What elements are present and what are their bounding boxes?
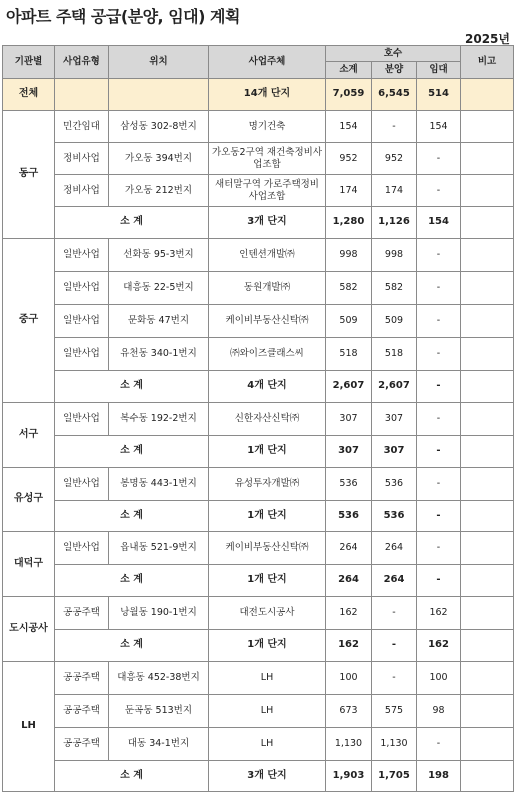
subtotal-row bbox=[3, 501, 514, 532]
rent-cell: 98 bbox=[417, 695, 461, 728]
subtotal-row bbox=[3, 436, 514, 468]
subtotal-sale: 2,607 bbox=[372, 371, 417, 403]
rent-cell: - bbox=[417, 403, 461, 436]
header-type: 사업유형 bbox=[55, 46, 109, 79]
subtotal-row bbox=[3, 630, 514, 662]
subtotal-cell: 100 bbox=[326, 662, 372, 695]
note-cell bbox=[461, 728, 514, 761]
subtotal-sum: 264 bbox=[326, 565, 372, 597]
sale-cell: - bbox=[372, 111, 417, 143]
total-blank bbox=[55, 79, 109, 111]
subtotal-row bbox=[3, 565, 514, 597]
table-row bbox=[3, 239, 514, 272]
sale-cell: - bbox=[372, 662, 417, 695]
note-cell bbox=[461, 111, 514, 143]
type-cell: 정비사업 bbox=[55, 175, 109, 207]
subtotal-cell: 582 bbox=[326, 272, 372, 305]
sale-cell: 518 bbox=[372, 338, 417, 371]
org-cell: 서구 bbox=[3, 403, 55, 468]
subtotal-cell: 536 bbox=[326, 468, 372, 501]
location-cell: 읍내동 521-9번지 bbox=[109, 532, 209, 565]
total-sale: 6,545 bbox=[372, 79, 417, 111]
org-cell: 도시공사 bbox=[3, 597, 55, 662]
note-cell bbox=[461, 272, 514, 305]
note-cell bbox=[461, 597, 514, 630]
subtotal-sum: 1,903 bbox=[326, 761, 372, 792]
subtotal-count: 1개 단지 bbox=[209, 436, 326, 468]
header-operator: 사업주체 bbox=[209, 46, 326, 79]
table-row bbox=[3, 662, 514, 695]
location-cell: 삼성동 302-8번지 bbox=[109, 111, 209, 143]
operator-cell: 새터말구역 가로주택정비사업조합 bbox=[209, 175, 326, 207]
subtotal-row bbox=[3, 371, 514, 403]
subtotal-cell: 518 bbox=[326, 338, 372, 371]
location-cell: 대동 34-1번지 bbox=[109, 728, 209, 761]
subtotal-sum: 1,280 bbox=[326, 207, 372, 239]
location-cell: 문화동 47번지 bbox=[109, 305, 209, 338]
type-cell: 공공주택 bbox=[55, 662, 109, 695]
operator-cell: LH bbox=[209, 662, 326, 695]
operator-cell: 동원개발㈜ bbox=[209, 272, 326, 305]
operator-cell: 케이비부동산신탁㈜ bbox=[209, 532, 326, 565]
location-cell: 유천동 340-1번지 bbox=[109, 338, 209, 371]
org-cell: 동구 bbox=[3, 111, 55, 239]
type-cell: 공공주택 bbox=[55, 728, 109, 761]
housing-supply-table bbox=[2, 45, 514, 792]
note-cell bbox=[461, 239, 514, 272]
sale-cell: 1,130 bbox=[372, 728, 417, 761]
total-label: 전체 bbox=[3, 79, 55, 111]
sale-cell: - bbox=[372, 597, 417, 630]
subtotal-count: 4개 단지 bbox=[209, 371, 326, 403]
type-cell: 일반사업 bbox=[55, 239, 109, 272]
subtotal-count: 1개 단지 bbox=[209, 501, 326, 532]
subtotal-note bbox=[461, 371, 514, 403]
note-cell bbox=[461, 143, 514, 175]
subtotal-cell: 1,130 bbox=[326, 728, 372, 761]
subtotal-count: 1개 단지 bbox=[209, 565, 326, 597]
subtotal-rent: - bbox=[417, 436, 461, 468]
location-cell: 복수동 192-2번지 bbox=[109, 403, 209, 436]
subtotal-sum: 2,607 bbox=[326, 371, 372, 403]
total-blank bbox=[109, 79, 209, 111]
header-sale: 분양 bbox=[372, 62, 417, 79]
subtotal-rent: 198 bbox=[417, 761, 461, 792]
total-subtotal: 7,059 bbox=[326, 79, 372, 111]
sale-cell: 952 bbox=[372, 143, 417, 175]
sale-cell: 998 bbox=[372, 239, 417, 272]
subtotal-rent: 162 bbox=[417, 630, 461, 662]
table-row bbox=[3, 111, 514, 143]
subtotal-sale: 1,126 bbox=[372, 207, 417, 239]
header-subtotal: 소계 bbox=[326, 62, 372, 79]
subtotal-label: 소 계 bbox=[55, 761, 209, 792]
sale-cell: 174 bbox=[372, 175, 417, 207]
operator-cell: 케이비부동산신탁㈜ bbox=[209, 305, 326, 338]
year-label: 2025년 bbox=[465, 32, 510, 46]
subtotal-cell: 154 bbox=[326, 111, 372, 143]
rent-cell: - bbox=[417, 532, 461, 565]
subtotal-sale: - bbox=[372, 630, 417, 662]
rent-cell: - bbox=[417, 143, 461, 175]
header-note: 비고 bbox=[461, 46, 514, 79]
operator-cell: 유성투자개발㈜ bbox=[209, 468, 326, 501]
org-cell: 대덕구 bbox=[3, 532, 55, 597]
total-row bbox=[3, 79, 514, 111]
operator-cell: 인텐션개발㈜ bbox=[209, 239, 326, 272]
subtotal-sale: 1,705 bbox=[372, 761, 417, 792]
table-row bbox=[3, 305, 514, 338]
subtotal-cell: 509 bbox=[326, 305, 372, 338]
total-count: 14개 단지 bbox=[209, 79, 326, 111]
operator-cell: ㈜와이즈클래스씨 bbox=[209, 338, 326, 371]
location-cell: 낭월동 190-1번지 bbox=[109, 597, 209, 630]
subtotal-note bbox=[461, 501, 514, 532]
rent-cell: - bbox=[417, 728, 461, 761]
subtotal-rent: - bbox=[417, 565, 461, 597]
operator-cell: 신한자산신탁㈜ bbox=[209, 403, 326, 436]
org-cell: LH bbox=[3, 662, 55, 792]
subtotal-count: 3개 단지 bbox=[209, 207, 326, 239]
table-row bbox=[3, 468, 514, 501]
header-org: 기관별 bbox=[3, 46, 55, 79]
type-cell: 공공주택 bbox=[55, 597, 109, 630]
type-cell: 일반사업 bbox=[55, 468, 109, 501]
note-cell bbox=[461, 338, 514, 371]
table-row bbox=[3, 403, 514, 436]
table-row bbox=[3, 597, 514, 630]
subtotal-label: 소 계 bbox=[55, 565, 209, 597]
subtotal-cell: 998 bbox=[326, 239, 372, 272]
type-cell: 일반사업 bbox=[55, 532, 109, 565]
operator-cell: 가오동2구역 재건축정비사업조합 bbox=[209, 143, 326, 175]
subtotal-count: 1개 단지 bbox=[209, 630, 326, 662]
subtotal-cell: 162 bbox=[326, 597, 372, 630]
location-cell: 대흥동 452-38번지 bbox=[109, 662, 209, 695]
subtotal-cell: 307 bbox=[326, 403, 372, 436]
operator-cell: LH bbox=[209, 695, 326, 728]
rent-cell: 154 bbox=[417, 111, 461, 143]
subtotal-note bbox=[461, 565, 514, 597]
note-cell bbox=[461, 695, 514, 728]
header-location: 위치 bbox=[109, 46, 209, 79]
subtotal-label: 소 계 bbox=[55, 436, 209, 468]
sale-cell: 536 bbox=[372, 468, 417, 501]
header-rent: 임대 bbox=[417, 62, 461, 79]
operator-cell: 대전도시공사 bbox=[209, 597, 326, 630]
sale-cell: 575 bbox=[372, 695, 417, 728]
subtotal-rent: - bbox=[417, 501, 461, 532]
subtotal-rent: 154 bbox=[417, 207, 461, 239]
total-rent: 514 bbox=[417, 79, 461, 111]
subtotal-note bbox=[461, 207, 514, 239]
rent-cell: - bbox=[417, 338, 461, 371]
operator-cell: LH bbox=[209, 728, 326, 761]
page-title: 아파트 주택 공급(분양, 임대) 계획 bbox=[6, 7, 240, 26]
subtotal-note bbox=[461, 761, 514, 792]
location-cell: 둔곡동 513번지 bbox=[109, 695, 209, 728]
sale-cell: 307 bbox=[372, 403, 417, 436]
sale-cell: 264 bbox=[372, 532, 417, 565]
subtotal-sale: 264 bbox=[372, 565, 417, 597]
rent-cell: 100 bbox=[417, 662, 461, 695]
table-body bbox=[3, 79, 514, 792]
subtotal-rent: - bbox=[417, 371, 461, 403]
table-row bbox=[3, 143, 514, 175]
subtotal-cell: 673 bbox=[326, 695, 372, 728]
subtotal-row bbox=[3, 761, 514, 792]
sale-cell: 509 bbox=[372, 305, 417, 338]
subtotal-cell: 264 bbox=[326, 532, 372, 565]
location-cell: 대흥동 22-5번지 bbox=[109, 272, 209, 305]
note-cell bbox=[461, 403, 514, 436]
subtotal-label: 소 계 bbox=[55, 371, 209, 403]
subtotal-label: 소 계 bbox=[55, 501, 209, 532]
table-row bbox=[3, 338, 514, 371]
note-cell bbox=[461, 468, 514, 501]
subtotal-label: 소 계 bbox=[55, 630, 209, 662]
subtotal-sum: 162 bbox=[326, 630, 372, 662]
operator-cell: 명기건축 bbox=[209, 111, 326, 143]
location-cell: 가오동 212번지 bbox=[109, 175, 209, 207]
subtotal-row bbox=[3, 207, 514, 239]
subtotal-cell: 174 bbox=[326, 175, 372, 207]
rent-cell: - bbox=[417, 272, 461, 305]
header-units: 호수 bbox=[326, 46, 461, 62]
rent-cell: 162 bbox=[417, 597, 461, 630]
rent-cell: - bbox=[417, 239, 461, 272]
subtotal-sale: 307 bbox=[372, 436, 417, 468]
table-row bbox=[3, 272, 514, 305]
table-row bbox=[3, 532, 514, 565]
type-cell: 공공주택 bbox=[55, 695, 109, 728]
table-row bbox=[3, 175, 514, 207]
rent-cell: - bbox=[417, 468, 461, 501]
subtotal-sum: 307 bbox=[326, 436, 372, 468]
subtotal-sum: 536 bbox=[326, 501, 372, 532]
subtotal-sale: 536 bbox=[372, 501, 417, 532]
total-note bbox=[461, 79, 514, 111]
type-cell: 일반사업 bbox=[55, 403, 109, 436]
type-cell: 일반사업 bbox=[55, 305, 109, 338]
note-cell bbox=[461, 305, 514, 338]
type-cell: 일반사업 bbox=[55, 272, 109, 305]
subtotal-note bbox=[461, 436, 514, 468]
org-cell: 유성구 bbox=[3, 468, 55, 532]
rent-cell: - bbox=[417, 305, 461, 338]
rent-cell: - bbox=[417, 175, 461, 207]
location-cell: 봉명동 443-1번지 bbox=[109, 468, 209, 501]
location-cell: 선화동 95-3번지 bbox=[109, 239, 209, 272]
type-cell: 민간임대 bbox=[55, 111, 109, 143]
type-cell: 일반사업 bbox=[55, 338, 109, 371]
note-cell bbox=[461, 662, 514, 695]
subtotal-count: 3개 단지 bbox=[209, 761, 326, 792]
location-cell: 가오동 394번지 bbox=[109, 143, 209, 175]
type-cell: 정비사업 bbox=[55, 143, 109, 175]
subtotal-note bbox=[461, 630, 514, 662]
subtotal-cell: 952 bbox=[326, 143, 372, 175]
subtotal-label: 소 계 bbox=[55, 207, 209, 239]
table-row bbox=[3, 728, 514, 761]
note-cell bbox=[461, 532, 514, 565]
table-row bbox=[3, 695, 514, 728]
note-cell bbox=[461, 175, 514, 207]
sale-cell: 582 bbox=[372, 272, 417, 305]
org-cell: 중구 bbox=[3, 239, 55, 403]
